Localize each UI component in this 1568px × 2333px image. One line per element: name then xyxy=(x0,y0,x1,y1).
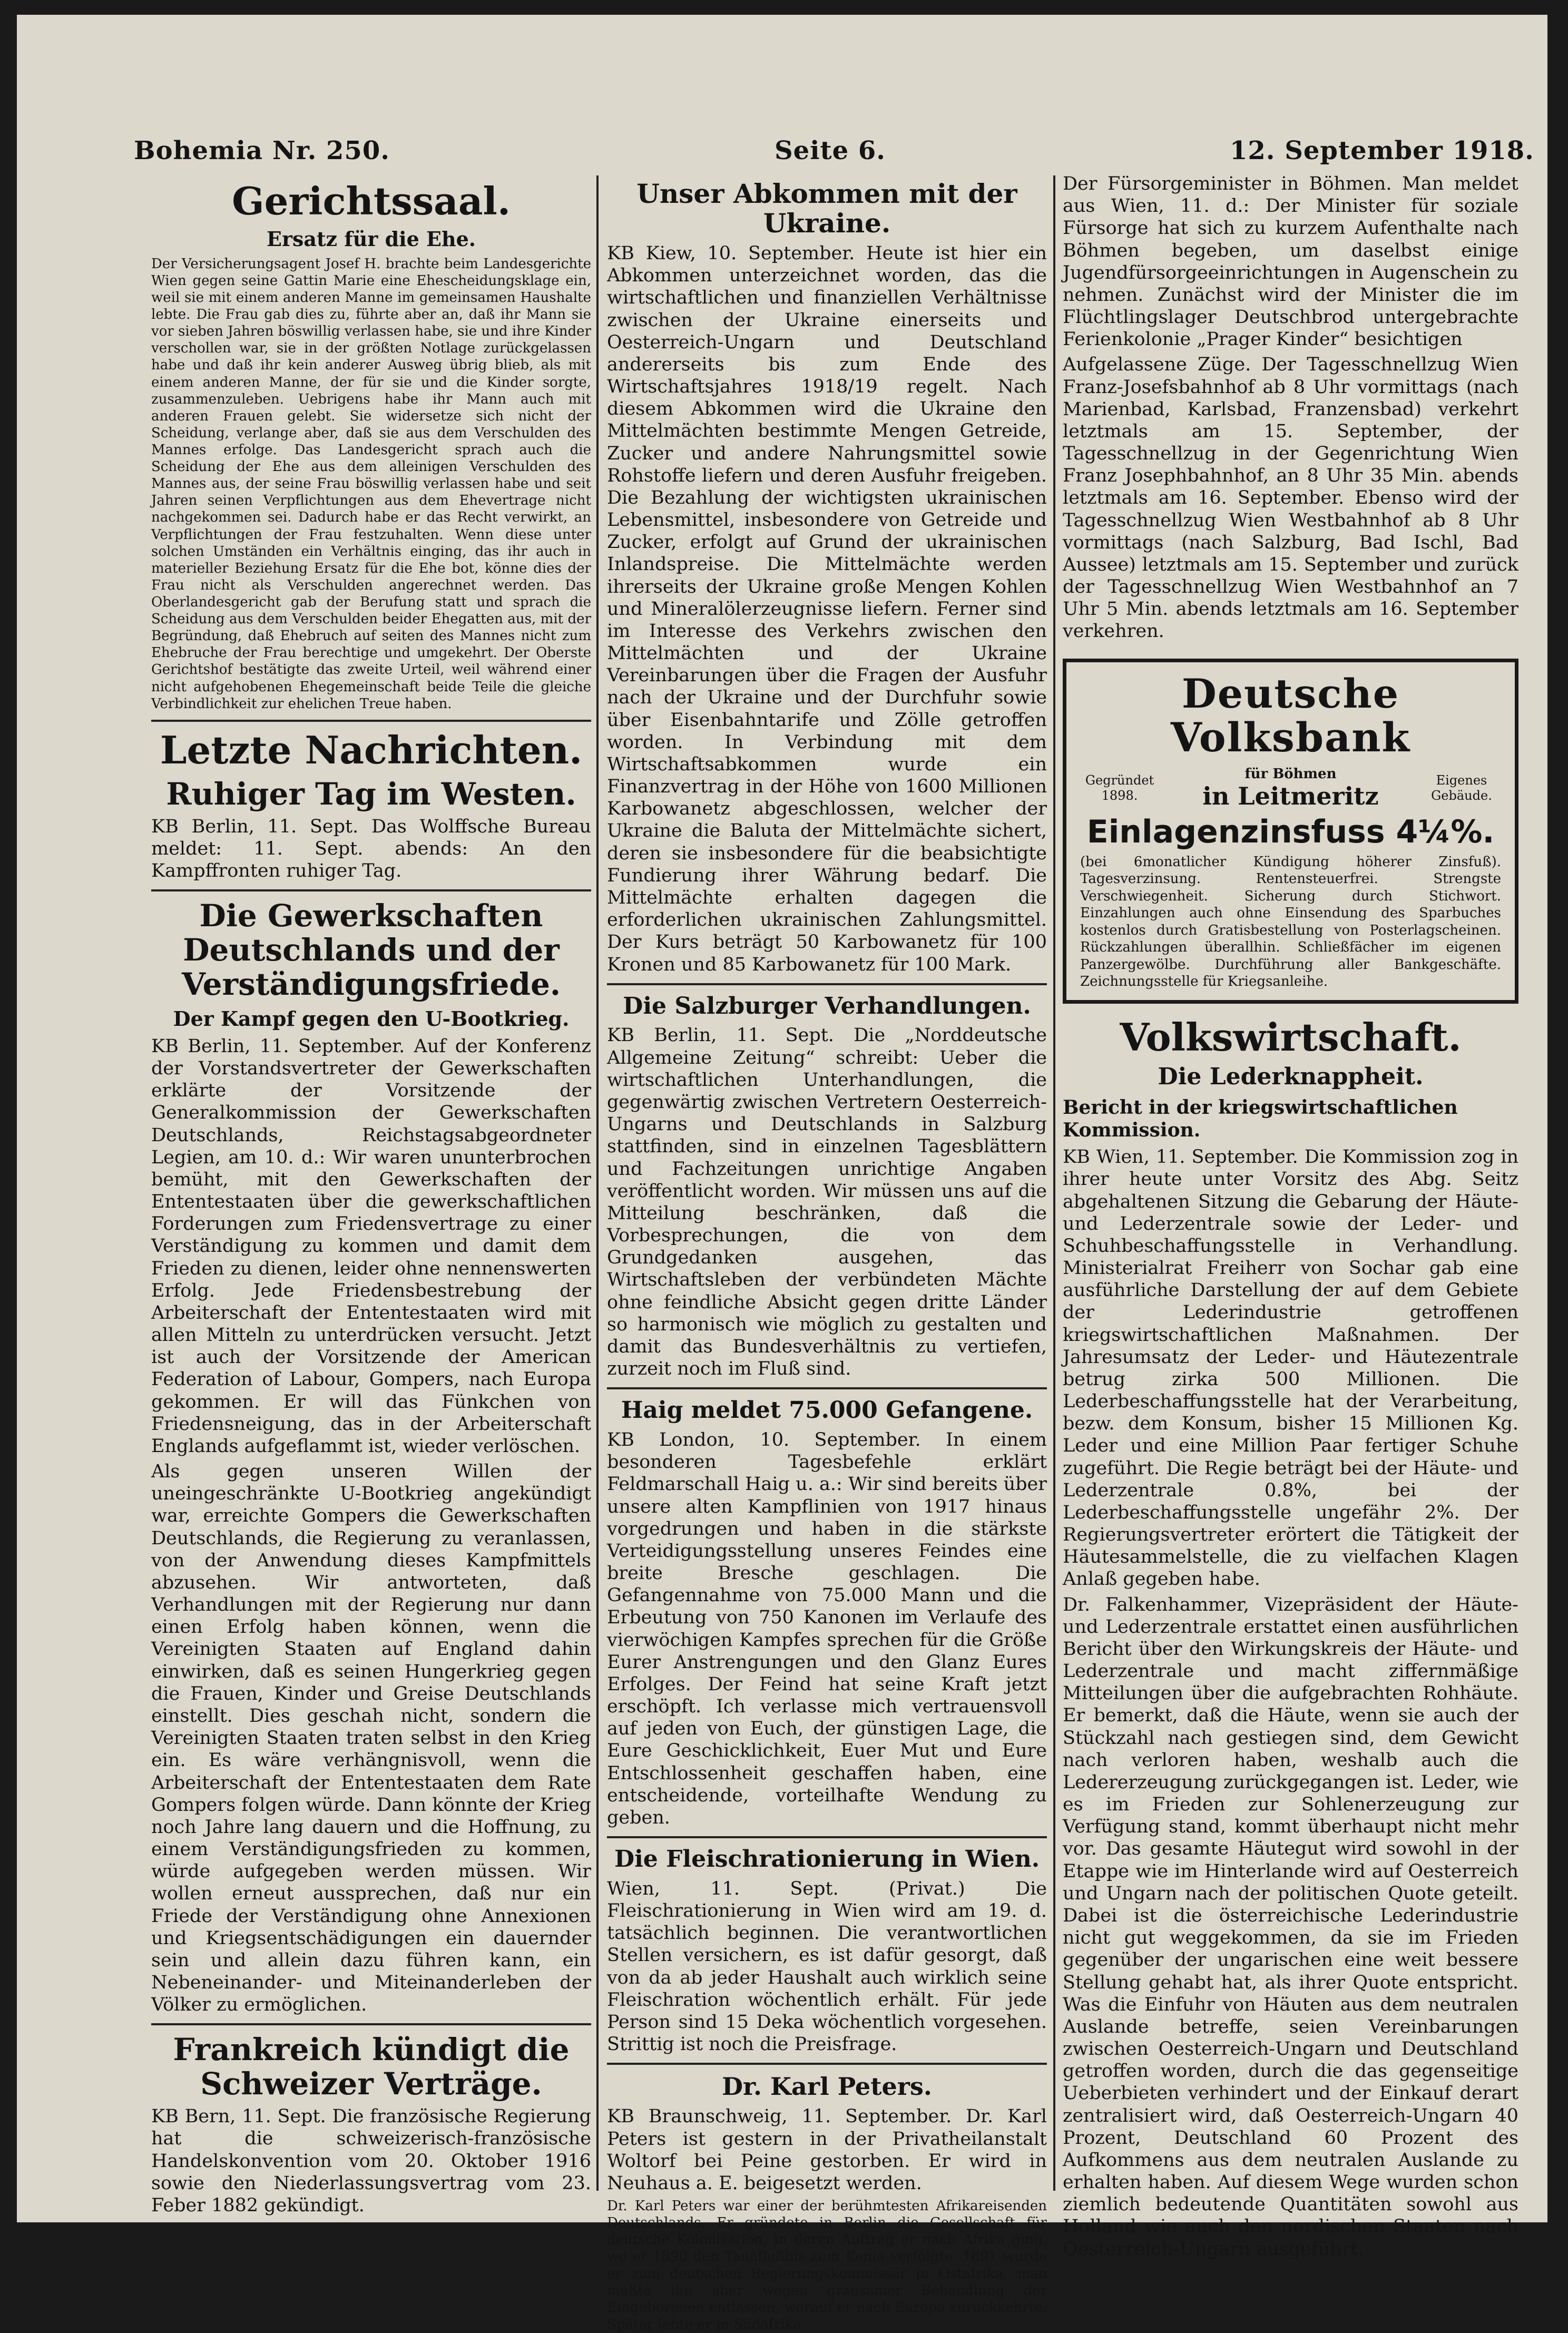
section-title-gerichtssaal: Gerichtssaal. xyxy=(232,179,511,223)
ad-location xyxy=(1202,766,1378,810)
article-text-peters: KB Braunschweig, 11. September. Dr. Karl Peters ist gestern in der Privatheilanstalt Woltorf bei Peine gestorben. Er wird in Neuhaus a. E. beigesetzt werden. xyxy=(607,2106,1047,2194)
header-page-number: Seite 6. xyxy=(775,136,886,165)
article-text-salzburg: KB Berlin, 11. Sept. Die „Norddeutsche Allgemeine Zeitung“ schreibt: Ueber die wirtschaftlichen Unterhandlungen, die gegenwärtig zwischen Vertretern Oesterreich-Ungarns und Deutschlands in Salzburg stattfinden, sind in einzelnen Tagesblättern und Fachzeitungen unrichtige Angaben veröffentlicht worden. Wir müssen uns auf die Mitteilung beschränken, daß die Vorbesprechungen, die von dem Grundgedanken ausgehen, das Wirtschaftsleben der verbündeten Mächte ohne feindliche Absicht gegen dritte Länder so harmonisch wie möglich zu gestalten und damit das Bundesverhältnis zu vertiefen, zurzeit noch im Fluß sind. xyxy=(607,1025,1047,1380)
article-text-frankreich: KB Bern, 11. Sept. Die französische Regierung hat die schweizerisch-französische Handelskonvention vom 20. Oktober 1916 sowie den Niederlassungsvertrag vom 23. Feber 1882 gekündigt. xyxy=(151,2106,591,2216)
ad-title: Deutsche Volksbank xyxy=(1170,670,1411,761)
article-heading-ersatz: Ersatz für die Ehe. xyxy=(267,227,476,251)
article-text-ersatz: Der Versicherungsagent Josef H. brachte beim Landesgerichte Wien gegen seine Gattin Marie eine Ehescheidungsklage ein, weil sie mit einem anderen Manne im gemeinsamen Haushalte lebte. Die Frau gab dies zu, führte aber an, daß ihr Mann sie vor sieben Jahren böswillig verlassen habe, sie und ihre Kinder verschollen war, sie in der größten Notlage zurückgelassen habe und daß ihr kein anderer Ausweg übrig blieb, als mit einem anderen Manne, der für sie und die Kinder sorgte, zusammenzuleben. Uebrigens habe ihr Mann auch mit anderen Frauen gelebt. Sie widersetze sich nicht der Scheidung, verlange aber, daß sie aus dem Verschulden des Mannes erfolge. Das Landesgericht sprach auch die Scheidung der Ehe aus dem alleinigen Verschulden des Mannes aus, der seine Frau böswillig verlassen habe und seit Jahren seinen Verpflichtungen aus dem Ehevertrage nicht nachgekommen sei. Dadurch habe er das Recht verwirkt, an Verpflichtungen der Frau festzuhalten. Wenn diese unter solchen Umständen ein Verhältnis einging, das ihr auch in materieller Beziehung Ersatz für die Ehe bot, könne dies der Frau nicht als Verschulden angerechnet werden. Das Oberlandesgericht gab der Berufung statt und sprach die Scheidung aus dem Verschulden beider Ehegatten aus, mit der Begründung, daß Ehebruch auf seiten des Mannes nicht zum Ehebruche der Frau berechtige und umgekehrt. Der Oberste Gerichtshof bestätigte das zweite Urteil, weil während einer nicht aufgehobenen Ehegemeinschaft beide Teile die gleiche Verbindlichkeit zur ehelichen Treue haben. xyxy=(151,256,591,712)
ad-interest-rate: Einlagenzinsfuss 4¼%. xyxy=(1086,813,1495,850)
column-1 xyxy=(151,173,591,2216)
ad-details: (bei 6monatlicher Kündigung höherer Zinsfuß). Tagesverzinsung. Rentensteuerfrei. Strengste Verschwiegenheit. Sicherung durch Stichwort. Einzahlungen auch ohne Einsendung des Sparbuches kostenlos durch Gratisbestellung von Posterlagscheinen. Rückzahlungen überallhin. Schließfächer im eigenen Panzergewölbe. Durchführung aller Bankgeschäfte. Zeichnungsstelle für Kriegsanleihe. xyxy=(1080,854,1501,990)
column-2 xyxy=(607,173,1047,2332)
article-text-gewerkschaften-1: KB Berlin, 11. September. Auf der Konferenz der Vorstandsvertreter der Gewerkschaften erklärte der Vorsitzende der Generalkommission der Gewerkschaften Deutschlands, Reichstagsabgeordneter Legien, am 10. d.: Wir waren ununterbrochen bemüht, mit den Gewerkschaften der Ententestaaten über die gewerkschaftlichen Forderungen zum Friedensvertrage zu einer Verständigung zu kommen und damit dem Frieden zu dienen, leider ohne nennenswerten Erfolg. Jede Friedensbestrebung der Arbeiterschaft der Ententestaaten wird mit allen Mitteln zu unterdrücken versucht. Jetzt ist auch der Vorsitzende der American Federation of Labour, Gompers, nach Europa gekommen. Er will das Fünkchen von Friedensneigung, das in der Arbeiterschaft Englands aufgeflammt ist, wieder verlöschen. xyxy=(151,1035,591,1457)
article-heading-fleischrationierung: Die Fleischrationierung in Wien. xyxy=(614,1846,1040,1873)
article-heading-gewerkschaften: Die Gewerkschaften Deutschlands und der Verständigungsfriede. xyxy=(181,898,561,1003)
header-date: 12. September 1918. xyxy=(1230,136,1534,165)
article-text-gewerkschaften-2: Als gegen unseren Willen der uneingeschränkte U-Bootkrieg angekündigt war, erreichte Gompers die Gewerkschaften Deutschlands, die Regierung zu veranlassen, von der Anwendung dieses Kampfmittels abzusehen. Wir antworteten, daß Verhandlungen mit der Regierung nur dann einen Erfolg haben können, wenn die Vereinigten Staaten auf England dahin einwirken, daß es seinen Hungerkrieg gegen die Frauen, Kinder und Greise Deutschlands einstellt. Dies geschah nicht, sondern die Vereinigten Staaten traten selbst in den Krieg ein. Es wäre verhängnisvoll, wenn die Arbeiterschaft der Ententestaaten dem Rate Gompers folgen würde. Dann könnte der Krieg noch Jahre lang dauern und die Hoffnung, zu einem Verständigungsfrieden zu kommen, würde aufgegeben werden müssen. Wir wollen erneut aussprechen, daß nur ein Friede der Verständigung ohne Annexionen und Kriegsentschädigungen ein dauernder sein und allein dazu führen kann, ein Nebeneinander- und Miteinanderleben der Völker zu ermöglichen. xyxy=(151,1461,591,2016)
article-text-lederknappheit-1: KB Wien, 11. September. Die Kommission zog in ihrer heute unter Vorsitz des Abg. Seitz abgehaltenen Sitzung die Gebarung der Häute- und Lederzentrale sowie der Leder- und Schuhbeschaffungsstelle in Verhandlung. Ministerialrat Freiherr von Sochar gab eine ausführliche Darstellung der auf dem Gebiete der Lederindustrie getroffenen kriegswirtschaftlichen Maßnahmen. Der Jahresumsatz der Leder- und Häutezentrale betrug zirka 500 Millionen. Die Lederbeschaffungsstelle hat der Verarbeitung, bezw. dem Konsum, bisher 15 Millionen Kg. Leder und eine Million Paar fertiger Schuhe zugeführt. Die Regie beträgt bei der Häute- und Lederzentrale 0.8%, bei der Lederbeschaffungsstelle ungefähr 2%. Der Regierungsvertreter erörtert die Tätigkeit der Häutesammelstelle, die zu vielfachen Klagen Anlaß gegeben habe. xyxy=(1063,1146,1518,1590)
ad-city: in Leitmeritz xyxy=(1202,781,1379,810)
article-subline-lederknappheit: Bericht in der kriegswirtschaftlichen Kommission. xyxy=(1063,1096,1458,1141)
article-heading-ukraine: Unser Abkommen mit der Ukraine. xyxy=(636,178,1017,239)
divider xyxy=(151,720,591,722)
article-subheading-u-bootkrieg: Der Kampf gegen den U-Bootkrieg. xyxy=(173,1007,570,1031)
advertisement-volksbank xyxy=(1063,659,1518,1004)
article-note-peters: Dr. Karl Peters war einer der berühmtesten Afrikareisenden Deutschlands. Er gründete in Berlin die Gesellschaft für deutsche Kolonisation, in deren Auftrag er nach Afrika ging, wo er 1890 den Tanaflußbis zum Kenia verfolgte. 1891 wurde er zum deutschen Regierungskommissär in Ostafrika, man mußte ihn aber wegen grausamer Behandlung der Eingeborenen entlassen, worauf er nach Europa zurückkehrte. Später lebte er in Südafrika. xyxy=(607,2198,1047,2332)
divider xyxy=(151,889,591,891)
article-text-lederknappheit-2: Dr. Falkenhammer, Vizepräsident der Häute- und Lederzentrale erstattet einen ausführlichen Bericht über den Wirkungskreis der Häute- und Lederzentrale und macht ziffernmäßige Mitteilungen über die aufgebrachten Rohhäute. Er bemerkt, daß die Häute, wenn sie auch der Stückzahl nach gestiegen sind, dem Gewicht nach verloren haben, weshalb auch die Ledererzeugung zurückgegangen ist. Leder, wie es im Frieden zur Sohlenerzeugung zur Verfügung stand, kommt überhaupt nicht mehr vor. Das gesamte Häutegut wird sowohl in der Etappe wie im Hinterlande wird auf Oesterreich und Ungarn nach der politischen Quote geteilt. Dabei ist die österreichische Lederindustrie nicht gut weggekommen, da sie im Frieden gegenüber der ungarischen eine weit bessere Stellung gehabt hat, als ihrer Quote entspricht. Was die Einfuhr von Häuten aus dem neutralen Auslande betreffe, seien Vereinbarungen zwischen Oesterreich-Ungarn und Deutschland getroffen worden, durch die das gegenseitige Ueberbieten verhindert und der Einkauf derart zentralisiert wird, daß Oesterreich-Ungarn 40 Prozent, Deutschland 60 Prozent des Aufkommens aus dem neutralen Auslande zu erhalten haben. Auf diesem Wege wurden schon ziemlich bedeutende Quantitäten sowohl aus Holland wie auch den nordischen Staaten nach Oesterreich-Ungarn ausgeführt. xyxy=(1063,1594,1518,2260)
column-rule-2 xyxy=(1053,175,1055,2191)
section-title-volkswirtschaft: Volkswirtschaft. xyxy=(1120,1014,1462,1060)
header-issue: Bohemia Nr. 250. xyxy=(134,136,390,165)
article-text-ukraine: KB Kiew, 10. September. Heute ist hier ein Abkommen unterzeichnet worden, das die wirtschaftlichen und finanziellen Verhältnisse zwischen der Ukraine einerseits und Oesterreich-Ungarn und Deutschland andererseits bis zum Ende des Wirtschaftsjahres 1918/19 regelt. Nach diesem Abkommen wird die Ukraine den Mittelmächten bestimmte Mengen Getreide, Zucker und andere Nahrungsmittel sowie Rohstoffe liefern und deren Ausfuhr freigeben. Die Bezahlung der wichtigsten ukrainischen Lebensmittel, insbesondere von Getreide und Zucker, erfolgt auf Grund der ukrainischen Inlandspreise. Die Mittelmächte werden ihrerseits der Ukraine große Mengen Kohlen und Mineralölerzeugnisse liefern. Ferner sind im Interesse des Verkehrs zwischen den Mittelmächten und der Ukraine Vereinbarungen über die Fragen der Ausfuhr nach der Ukraine und der Durchfuhr sowie über Eisenbahntarife und Zölle getroffen worden. In Verbindung mit dem Wirtschaftsabkommen wurde ein Finanzvertrag in der Höhe von 1600 Millionen Karbowanetz abgeschlossen, welcher der Ukraine die Baluta der Mittelmächte sichert, deren sie insbesondere für die beabsichtigte Fundierung ihrer Währung bedarf. Die Mittelmächte erhalten dagegen die erforderlichen ukrainischen Zahlungsmittel. Der Kurs beträgt 50 Karbowanetz für 100 Kronen und 85 Karbowanetz für 100 Mark. xyxy=(607,243,1047,975)
article-text-ruhiger-tag: KB Berlin, 11. Sept. Das Wolffsche Bureau meldet: 11. Sept. abends: An den Kampffronten ruhiger Tag. xyxy=(151,816,591,882)
ad-region: für Böhmen xyxy=(1244,766,1337,782)
article-text-fleischrationierung: Wien, 11. Sept. (Privat.) Die Fleischrationierung in Wien wird am 19. d. tatsächlich beginnen. Die verantwortlichen Stellen versichern, es ist dafür gesorgt, daß von da ab jeder Haushalt auch wirklich seine Fleischration wöchentlich erhält. Für jede Person sind 15 Deka wöchentlich vorgesehen. Strittig ist noch die Preisfrage. xyxy=(607,1878,1047,2055)
divider xyxy=(607,2063,1047,2065)
article-heading-peters: Dr. Karl Peters. xyxy=(722,2072,932,2101)
ad-info-row xyxy=(1080,766,1501,810)
column-3 xyxy=(1063,173,1518,2260)
article-heading-ruhiger-tag: Ruhiger Tag im Westen. xyxy=(166,776,576,812)
divider xyxy=(607,983,1047,985)
article-heading-lederknappheit: Die Lederknappheit. xyxy=(1158,1063,1424,1090)
article-text-haig: KB London, 10. September. In einem besonderen Tagesbefehle erklärt Feldmarschall Haig u. a.: Wir sind bereits über unsere alten Kampflinien von 1917 hinaus vorgedrungen und haben in die stärkste Verteidigungsstellung unseres Feindes eine breite Bresche geschlagen. Die Gefangennahme von 75.000 Mann und die Erbeutung von 750 Kanonen im Verlaufe des vierwöchigen Kampfes sprechen für die Größe Eurer Anstrengungen und den Glanz Eures Erfolges. Der Feind hat seine Kraft jetzt erschöpft. Ich verlasse mich vertrauensvoll auf jeden von Euch, der günstigen Lage, die Eure Geschicklichkeit, Euer Mut und Eure Entschlossenheit geschaffen haben, eine entscheidende, vorteilhafte Wendung zu geben. xyxy=(607,1429,1047,1828)
section-title-letzte-nachrichten: Letzte Nachrichten. xyxy=(160,727,583,772)
article-heading-salzburg: Die Salzburger Verhandlungen. xyxy=(623,992,1031,1020)
article-text-fuersorgeminister: Der Fürsorgeminister in Böhmen. Man meldet aus Wien, 11. d.: Der Minister für soziale Fürsorge hat sich zu kurzem Aufenthalte nach Böhmen begeben, um daselbst einige Jugendfürsorgeeinrichtungen in Augenschein zu nehmen. Zunächst wird der Minister die im Flüchtlingslager Deutschbrod untergebrachte Ferienkolonie „Prager Kinder“ besichtigen xyxy=(1063,173,1518,350)
article-text-aufgelassene-zuege: Aufgelassene Züge. Der Tagesschnellzug Wien Franz-Josefsbahnhof ab 8 Uhr vormittags (nach Marienbad, Karlsbad, Franzensbad) verkehrt letztmals am 15. September, der Tagesschnellzug in der Gegenrichtung Wien Franz Josephbahnhof, an 8 Uhr 35 Min. abends letztmals am 16. September. Ebenso wird der Tagesschnellzug Wien Westbahnhof ab 8 Uhr vormittags (nach Salzburg, Bad Ischl, Bad Aussee) letztmals am 15. September und zurück der Tagesschnellzug Wien Westbahnhof an 7 Uhr 5 Min. abends letztmals am 16. September verkehren. xyxy=(1063,354,1518,642)
article-heading-haig: Haig meldet 75.000 Gefangene. xyxy=(621,1397,1033,1424)
ad-building: Eigenes Gebäude. xyxy=(1431,773,1492,803)
article-heading-frankreich: Frankreich kündigt die Schweizer Verträge. xyxy=(173,2032,570,2102)
newspaper-page xyxy=(17,15,1547,2332)
divider xyxy=(151,2023,591,2025)
column-rule-1 xyxy=(596,175,599,2191)
divider xyxy=(607,1836,1047,1838)
ad-founded: Gegründet 1898. xyxy=(1085,773,1154,803)
divider xyxy=(607,1387,1047,1389)
